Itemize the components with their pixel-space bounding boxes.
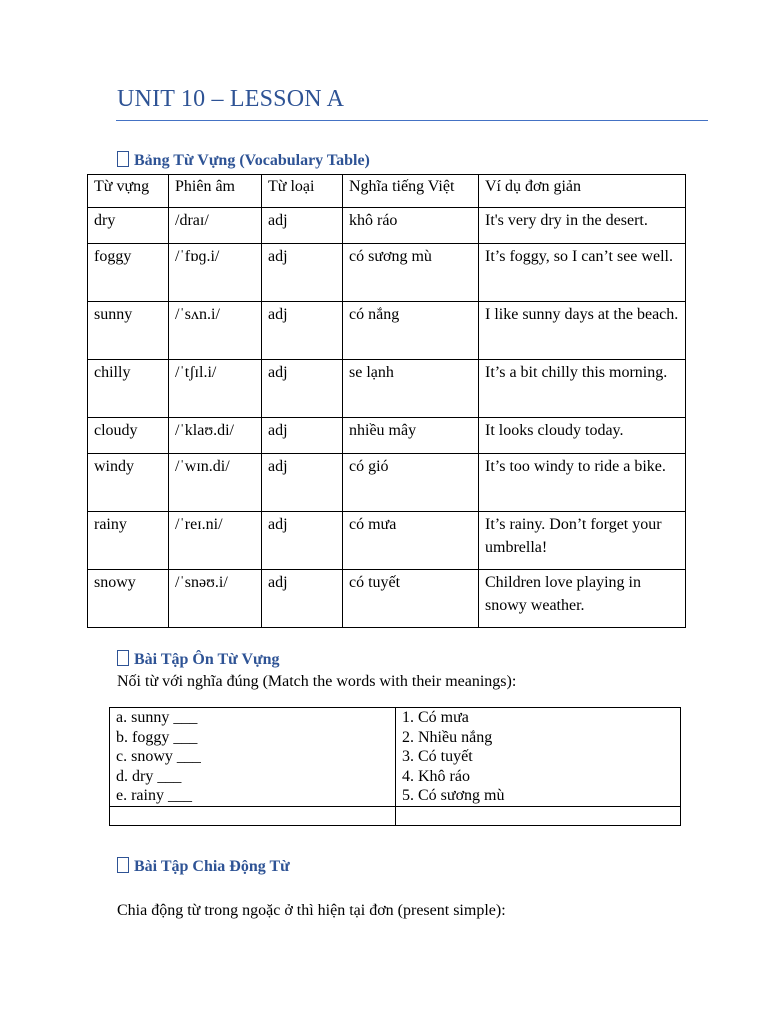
missing-glyph-icon xyxy=(117,857,129,873)
matching-row xyxy=(110,708,681,807)
table-row xyxy=(88,302,686,360)
meaning-cell: có nắng xyxy=(343,302,479,360)
word-type-cell: adj xyxy=(262,454,343,512)
match-word-item: d. dry ___ xyxy=(116,767,182,785)
word-cell: snowy xyxy=(88,570,169,628)
title-divider xyxy=(116,120,708,121)
meaning-cell: se lạnh xyxy=(343,360,479,418)
example-cell: It looks cloudy today. xyxy=(479,418,686,454)
example-cell: It's very dry in the desert. xyxy=(479,208,686,244)
match-word-item: c. snowy ___ xyxy=(116,748,201,766)
word-type-cell: adj xyxy=(262,570,343,628)
meaning-cell: có tuyết xyxy=(343,570,479,628)
phonetic-cell: /ˈklaʊ.di/ xyxy=(169,418,262,454)
phonetic-cell: /ˈsʌn.i/ xyxy=(169,302,262,360)
example-cell: It’s a bit chilly this morning. xyxy=(479,360,686,418)
table-row xyxy=(88,244,686,302)
match-meaning-item: 1. Có mưa xyxy=(402,709,469,726)
phonetic-cell: /ˈsnəʊ.i/ xyxy=(169,570,262,628)
page-title: UNIT 10 – LESSON A xyxy=(117,86,345,112)
word-cell: foggy xyxy=(88,244,169,302)
matching-table xyxy=(109,707,681,826)
match-meaning-item: 4. Khô ráo xyxy=(402,767,470,785)
word-cell: rainy xyxy=(88,512,169,570)
meaning-cell: có sương mù xyxy=(343,244,479,302)
header-cell: Từ vựng xyxy=(88,175,169,208)
header-cell: Ví dụ đơn giản xyxy=(479,175,686,208)
review-section-heading xyxy=(117,650,280,669)
review-heading-text: Bài Tập Ôn Từ Vựng xyxy=(134,651,280,668)
example-cell: It’s foggy, so I can’t see well. xyxy=(479,244,686,302)
header-cell: Nghĩa tiếng Việt xyxy=(343,175,479,208)
table-row xyxy=(88,208,686,244)
verb-instruction: Chia động từ trong ngoặc ở thì hiện tại đơn (present simple): xyxy=(117,902,506,919)
phonetic-cell: /ˈreɪ.ni/ xyxy=(169,512,262,570)
empty-cell xyxy=(396,807,681,826)
match-meaning-item: 2. Nhiều nắng xyxy=(402,728,493,746)
word-type-cell: adj xyxy=(262,418,343,454)
phonetic-cell: /draɪ/ xyxy=(169,208,262,244)
example-cell: It’s too windy to ride a bike. xyxy=(479,454,686,512)
word-type-cell: adj xyxy=(262,302,343,360)
example-cell: Children love playing in snowy weather. xyxy=(479,570,686,628)
word-cell: dry xyxy=(88,208,169,244)
word-cell: chilly xyxy=(88,360,169,418)
phonetic-cell: /ˈwɪn.di/ xyxy=(169,454,262,512)
verb-section-heading xyxy=(117,857,290,876)
table-row xyxy=(88,570,686,628)
example-cell: It’s rainy. Don’t forget your umbrella! xyxy=(479,512,686,570)
meaning-cell: có mưa xyxy=(343,512,479,570)
table-row xyxy=(88,360,686,418)
meaning-cell: nhiều mây xyxy=(343,418,479,454)
vocab-section-heading xyxy=(117,151,370,170)
word-cell: windy xyxy=(88,454,169,512)
missing-glyph-icon xyxy=(117,650,129,666)
meaning-cell: có gió xyxy=(343,454,479,512)
missing-glyph-icon xyxy=(117,151,129,167)
word-type-cell: adj xyxy=(262,360,343,418)
word-type-cell: adj xyxy=(262,244,343,302)
phonetic-cell: /ˈfɒɡ.i/ xyxy=(169,244,262,302)
empty-cell xyxy=(110,807,396,826)
match-word-item: e. rainy ___ xyxy=(116,787,192,805)
word-cell: sunny xyxy=(88,302,169,360)
word-type-cell: adj xyxy=(262,208,343,244)
empty-row xyxy=(110,807,681,826)
word-type-cell: adj xyxy=(262,512,343,570)
example-cell: I like sunny days at the beach. xyxy=(479,302,686,360)
verb-heading-text: Bài Tập Chia Động Từ xyxy=(134,858,290,875)
word-cell: cloudy xyxy=(88,418,169,454)
meaning-cell: khô ráo xyxy=(343,208,479,244)
header-cell: Từ loại xyxy=(262,175,343,208)
meanings-cell xyxy=(396,708,681,807)
words-cell xyxy=(110,708,396,807)
match-word-item: b. foggy ___ xyxy=(116,728,198,746)
table-row xyxy=(88,418,686,454)
table-row xyxy=(88,454,686,512)
match-meaning-item: 3. Có tuyết xyxy=(402,748,473,766)
phonetic-cell: /ˈtʃɪl.i/ xyxy=(169,360,262,418)
table-row xyxy=(88,512,686,570)
match-meaning-item: 5. Có sương mù xyxy=(402,787,505,805)
header-cell: Phiên âm xyxy=(169,175,262,208)
vocab-heading-text: Bảng Từ Vựng (Vocabulary Table) xyxy=(134,152,370,169)
vocabulary-table xyxy=(87,174,686,628)
match-word-item: a. sunny ___ xyxy=(116,709,198,726)
vocab-header-row xyxy=(88,175,686,208)
review-instruction: Nối từ với nghĩa đúng (Match the words with their meanings): xyxy=(117,673,517,690)
